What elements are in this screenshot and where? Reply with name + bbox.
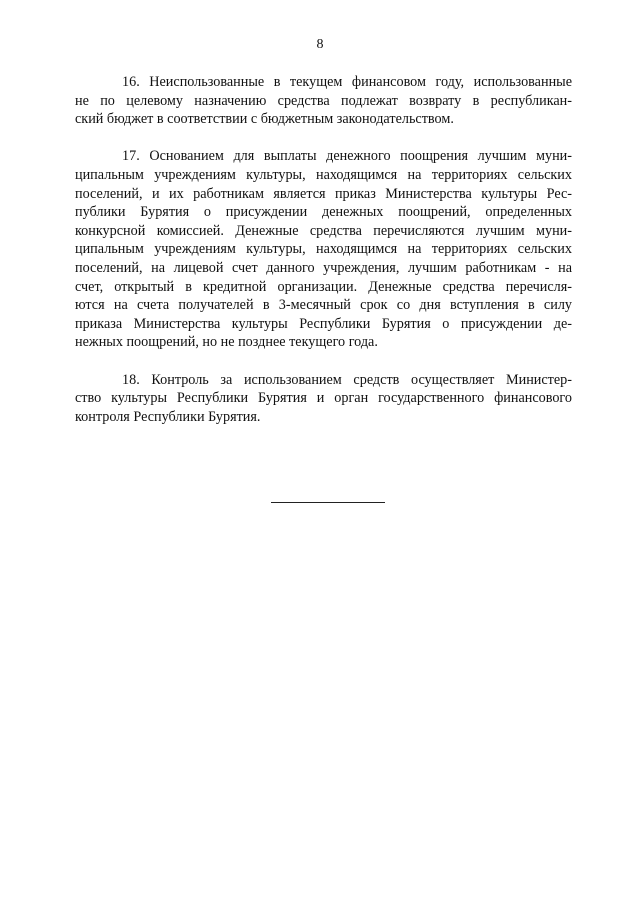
paragraph-line: приказа Министерства культуры Республики Бурятия о присуждении де- (75, 315, 572, 332)
paragraph-17 (75, 147, 572, 352)
paragraph-line: ский бюджет в соответствии с бюджетным законодательством. (75, 111, 454, 128)
paragraph-line: конкурсной комиссией. Денежные средства перечисляются лучшим муни- (75, 222, 572, 239)
paragraph-line: не по целевому назначению средства подлежат возврату в республикан- (75, 92, 572, 109)
paragraph-16 (75, 73, 572, 129)
page-number: 8 (316, 37, 324, 52)
paragraph-line: поселений, и их работникам является приказ Министерства культуры Рес- (75, 185, 572, 202)
end-of-document-rule (271, 502, 385, 503)
paragraph-18 (75, 371, 572, 427)
paragraph-line: нежных поощрений, но не позднее текущего года. (75, 334, 378, 351)
paragraph-line: ются на счета получателей в 3-месячный срок со дня вступления в силу (75, 297, 572, 314)
paragraph-line: контроля Республики Бурятия. (75, 408, 261, 425)
paragraph-line: 17. Основанием для выплаты денежного поощрения лучшим муни- (122, 148, 572, 165)
paragraph-line: ство культуры Республики Бурятия и орган государственного финансового (75, 390, 572, 407)
paragraph-line: 18. Контроль за использованием средств осуществляет Министер- (122, 371, 572, 388)
paragraph-line: поселений, на лицевой счет данного учреждения, лучшим работникам - на (75, 259, 572, 276)
paragraph-line: счет, открытый в кредитной организации. Денежные средства перечисля- (75, 278, 572, 295)
paragraph-line: 16. Неиспользованные в текущем финансовом году, использованные (122, 74, 572, 90)
paragraph-line: ципальным учреждениям культуры, находящимся на территориях сельских (75, 166, 572, 183)
paragraph-line: публики Бурятия о присуждении денежных поощрений, определенных (75, 204, 572, 221)
document-body (75, 73, 572, 426)
paragraph-line: ципальным учреждениям культуры, находящимся на территориях сельских (75, 241, 572, 258)
